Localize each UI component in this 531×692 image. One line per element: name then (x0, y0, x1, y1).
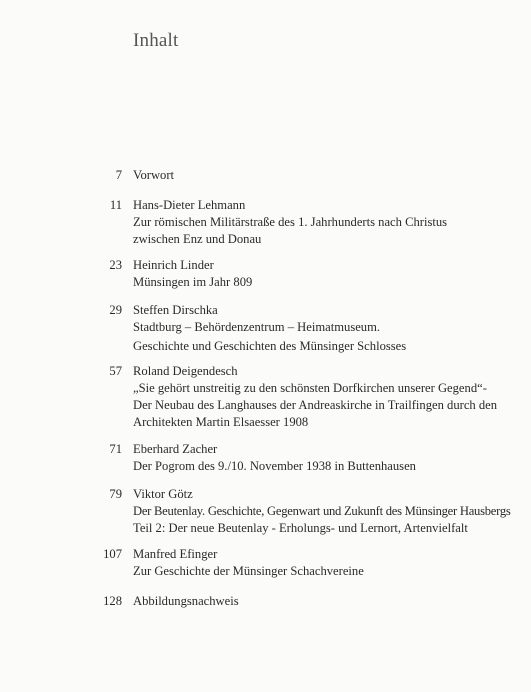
toc-page-number: 107 (103, 547, 122, 561)
toc-title: Geschichte und Geschichten des Münsinger Schlosses (133, 339, 407, 353)
toc-title: Architekten Martin Elsaesser 1908 (133, 415, 309, 429)
toc-author: Hans-Dieter Lehmann (133, 198, 246, 212)
toc-page-number: 57 (109, 364, 122, 378)
toc-entry-text (133, 257, 531, 291)
toc-title: „Sie gehört unstreitig zu den schönsten Dorfkirchen unserer Gegend“- (133, 381, 487, 395)
toc-entry-text (133, 593, 531, 610)
toc-page-number: 7 (115, 168, 122, 182)
toc-entry-text (133, 486, 531, 537)
toc-author: Roland Deigendesch (133, 364, 238, 378)
toc-title: Teil 2: Der neue Beutenlay - Erholungs- und Lernort, Artenvielfalt (133, 521, 468, 535)
toc-entry-text (133, 302, 531, 355)
toc-author: Eberhard Zacher (133, 442, 218, 456)
toc-title: Der Pogrom des 9./10. November 1938 in Buttenhausen (133, 459, 416, 473)
toc-entry-text (133, 363, 531, 431)
toc-title: zwischen Enz und Donau (133, 232, 262, 246)
toc-entry-text (133, 167, 531, 184)
toc-title: Zur römischen Militärstraße des 1. Jahrhunderts nach Christus (133, 215, 448, 229)
toc-title: Zur Geschichte der Münsinger Schachvereine (133, 564, 364, 578)
toc-page-number: 79 (109, 487, 122, 501)
toc-page-number: 128 (103, 594, 122, 608)
toc-title: Der Beutenlay. Geschichte, Gegenwart und Zukunft des Münsinger Hausbergs (133, 504, 511, 518)
toc-page-number: 71 (109, 442, 122, 456)
toc-page-number: 23 (109, 258, 122, 272)
toc-author: Heinrich Linder (133, 258, 214, 272)
toc-author: Viktor Götz (133, 487, 193, 501)
toc-title: Stadtburg – Behördenzentrum – Heimatmuseum. (133, 320, 381, 334)
toc-title: Münsingen im Jahr 809 (133, 275, 253, 289)
toc-entry-text (133, 197, 531, 248)
toc-page-number: 29 (109, 303, 122, 317)
toc-entry-text (133, 441, 531, 475)
toc-author: Steffen Dirschka (133, 303, 218, 317)
toc-author: Manfred Efinger (133, 547, 218, 561)
toc-page-number: 11 (109, 198, 122, 212)
toc-title: Vorwort (133, 168, 175, 182)
toc-title: Abbildungsnachweis (133, 594, 239, 608)
toc-title: Der Neubau des Langhauses der Andreaskirche in Trailfingen durch den (133, 398, 498, 412)
toc-entry-text (133, 546, 531, 580)
page-heading: Inhalt (133, 30, 179, 51)
